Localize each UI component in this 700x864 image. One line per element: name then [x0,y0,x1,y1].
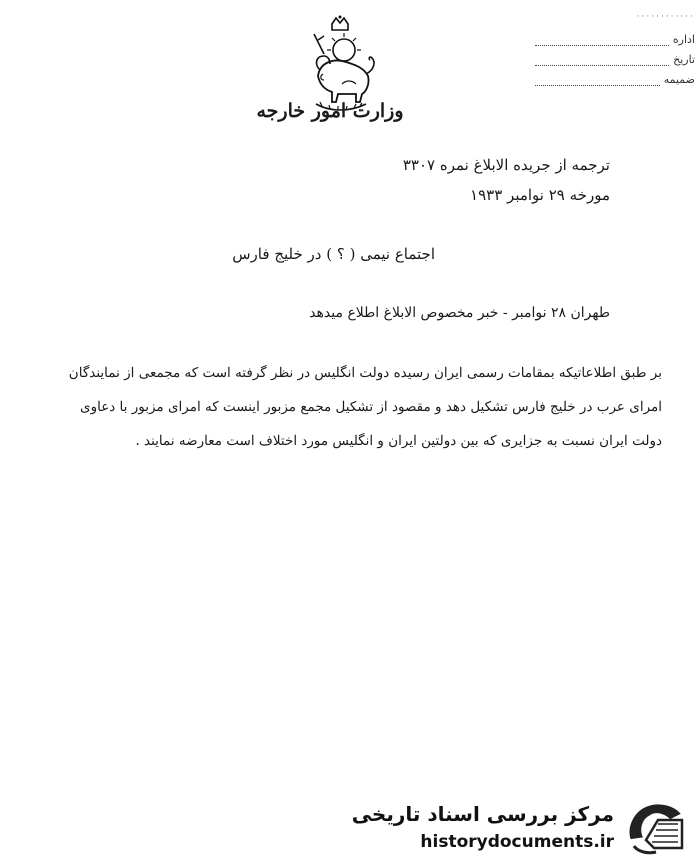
watermark-url: historydocuments.ir [420,832,614,852]
field-department-label: اداره [672,33,695,46]
field-date-line [535,53,669,66]
reference-block [403,150,610,210]
form-header-line: ············ [636,12,695,22]
field-department-line [535,33,669,46]
field-attachment-line [535,73,660,86]
field-department [535,26,695,46]
body-line-3: دولت ایران نسبت به جزایری که بین دولتین ایران و انگلیس مورد اختلاف است معارضه نمایند . [135,433,662,449]
reference-line-2: مورخه ۲۹ نوامبر ۱۹۳۳ [470,186,610,204]
watermark [351,796,696,860]
subject-heading: اجتماع نیمی ( ؟ ) در خلیج فارس [232,245,435,263]
archive-logo-icon [624,800,688,856]
form-fields [535,12,695,86]
reference-line-1: ترجمه از جریده الابلاغ نمره ۳۳۰۷ [402,156,610,174]
dateline: طهران ۲۸ نوامبر - خبر مخصوص الابلاغ اطلاع میدهد [309,305,610,321]
lion-and-sun-emblem-icon [290,14,390,114]
watermark-title: مرکز بررسی اسناد تاریخی [351,802,614,826]
field-attachment-label: ضمیمه [663,73,695,86]
ministry-title: وزارت امور خارجه [256,100,404,122]
body-line-1: بر طبق اطلاعاتیکه بمقامات رسمی ایران رسیده دولت انگلیس در نظر گرفته است که مجمعی از نمایندگان [68,365,662,381]
field-date [535,46,695,66]
field-attachment [535,66,695,86]
body-text [62,356,662,458]
field-date-label: تاریخ [673,53,695,66]
body-line-2: امرای عرب در خلیج فارس تشکیل دهد و مقصود از تشکیل مجمع مزبور اینست که امرای مزبور با دعاوی [80,399,662,415]
